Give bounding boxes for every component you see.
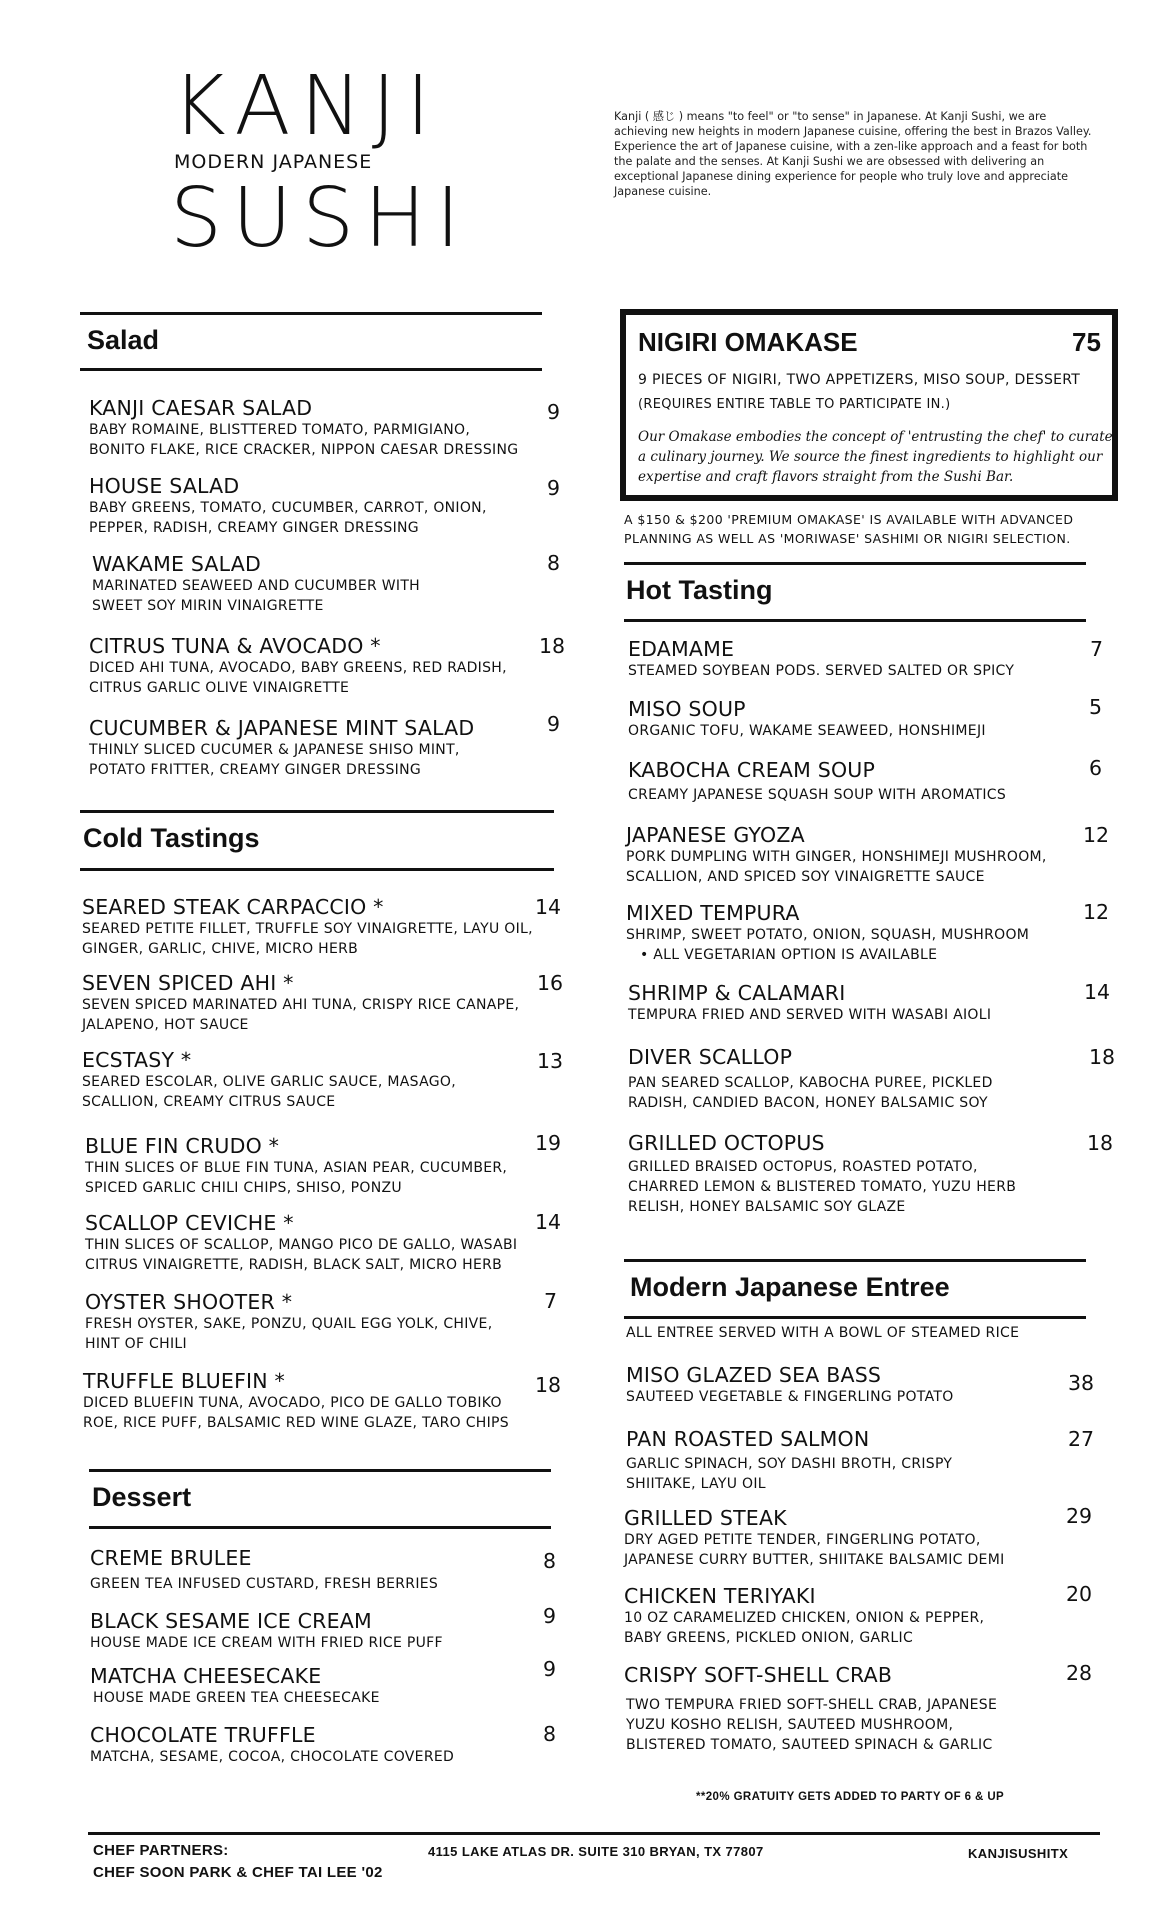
menu-item (628, 758, 1108, 805)
menu-item (626, 823, 1126, 887)
item-price: 8 (543, 1549, 557, 1573)
item-desc: RADISH, CANDIED BACON, HONEY BALSAMIC SOY (628, 1095, 988, 1111)
item-desc: JALAPENO, HOT SAUCE (82, 1017, 249, 1033)
item-price: 5 (1089, 695, 1103, 719)
address: 4115 LAKE ATLAS DR. SUITE 310 BRYAN, TX 77807 (428, 1844, 764, 1859)
menu-item (83, 1369, 583, 1433)
omakase-description-line: Our Omakase embodies the concept of 'entrusting the chef' to curate (638, 429, 1113, 445)
item-price: 18 (535, 1373, 562, 1397)
menu-item (90, 1609, 560, 1653)
item-desc: ORGANIC TOFU, WAKAME SEAWEED, HONSHIMEJI (628, 723, 986, 739)
menu-item (85, 1211, 585, 1275)
section-title-salad: Salad (87, 325, 160, 355)
logo-kanji: KANJI (172, 59, 441, 154)
divider (624, 1259, 1086, 1262)
item-name: MIXED TEMPURA (626, 901, 800, 925)
item-desc: TEMPURA FRIED AND SERVED WITH WASABI AIOLI (628, 1007, 992, 1023)
menu-item (626, 1427, 1106, 1494)
menu-item (89, 396, 561, 460)
item-desc: BABY GREENS, PICKLED ONION, GARLIC (624, 1630, 914, 1646)
menu-item (89, 474, 561, 538)
item-name: MISO SOUP (628, 697, 746, 721)
social-handle: KANJISUSHITX (968, 1846, 1069, 1861)
item-desc: PEPPER, RADISH, CREAMY GINGER DRESSING (89, 520, 419, 536)
item-name: TRUFFLE BLUEFIN * (83, 1369, 286, 1393)
item-name: DIVER SCALLOP (628, 1045, 793, 1069)
menu-item (85, 1134, 585, 1198)
item-desc: STEAMED SOYBEAN PODS. SERVED SALTED OR SPICY (628, 663, 1015, 679)
item-desc: GARLIC SPINACH, SOY DASHI BROTH, CRISPY (626, 1456, 953, 1472)
item-price: 9 (547, 476, 561, 500)
item-name: BLACK SESAME ICE CREAM (90, 1609, 372, 1633)
divider (624, 1316, 1086, 1319)
item-desc: HINT OF CHILI (85, 1336, 187, 1352)
item-name: PAN ROASTED SALMON (626, 1427, 870, 1451)
item-name: HOUSE SALAD (89, 474, 240, 498)
item-desc: THIN SLICES OF SCALLOP, MANGO PICO DE GALLO, WASABI (85, 1237, 518, 1253)
item-price: 12 (1083, 900, 1110, 924)
item-name: EDAMAME (628, 637, 735, 661)
section-title-entree: Modern Japanese Entree (630, 1272, 950, 1302)
menu-item (89, 716, 569, 780)
chef-partners-names: CHEF SOON PARK & CHEF TAI LEE '02 (93, 1864, 383, 1881)
item-price: 13 (537, 1049, 564, 1073)
item-desc: PORK DUMPLING WITH GINGER, HONSHIMEJI MUSHROOM, (626, 849, 1047, 865)
premium-note-line: PLANNING AS WELL AS 'MORIWASE' SASHIMI OR NIGIRI SELECTION. (624, 531, 1071, 546)
logo-sushi: SUSHI (170, 171, 470, 266)
item-desc: HOUSE MADE GREEN TEA CHEESECAKE (93, 1690, 380, 1706)
item-name: SHRIMP & CALAMARI (628, 981, 846, 1005)
item-name: OYSTER SHOOTER * (85, 1290, 293, 1314)
item-desc: DRY AGED PETITE TENDER, FINGERLING POTATO, (624, 1532, 981, 1548)
item-desc: SAUTEED VEGETABLE & FINGERLING POTATO (626, 1389, 954, 1405)
item-desc: DICED BLUEFIN TUNA, AVOCADO, PICO DE GALLO TOBIKO (83, 1395, 502, 1411)
omakase-includes: 9 PIECES OF NIGIRI, TWO APPETIZERS, MISO SOUP, DESSERT (638, 372, 1081, 388)
item-desc: SPICED GARLIC CHILI CHIPS, SHISO, PONZU (85, 1180, 402, 1196)
item-name: MISO GLAZED SEA BASS (626, 1363, 882, 1387)
menu-item (90, 1546, 560, 1594)
omakase-description-line: a culinary journey. We source the finest ingredients to highlight our (638, 449, 1103, 465)
item-desc: THINLY SLICED CUCUMER & JAPANESE SHISO MINT, (89, 742, 460, 758)
divider (80, 312, 542, 315)
item-desc: THIN SLICES OF BLUE FIN TUNA, ASIAN PEAR, CUCUMBER, (85, 1160, 508, 1176)
omakase-description (638, 427, 1118, 487)
item-desc: RELISH, HONEY BALSAMIC SOY GLAZE (628, 1199, 906, 1215)
item-name: MATCHA CHEESECAKE (90, 1664, 322, 1688)
item-name: CREME BRULEE (90, 1546, 252, 1570)
section-title-dessert: Dessert (92, 1482, 192, 1512)
omakase-requirement: (REQUIRES ENTIRE TABLE TO PARTICIPATE IN.) (638, 397, 951, 412)
menu-item (628, 637, 1108, 681)
item-desc: YUZU KOSHO RELISH, SAUTEED MUSHROOM, (626, 1717, 954, 1733)
omakase-title: NIGIRI OMAKASE (638, 327, 858, 357)
item-desc: • ALL VEGETARIAN OPTION IS AVAILABLE (640, 947, 938, 963)
item-name: KABOCHA CREAM SOUP (628, 758, 876, 782)
premium-note-line: A $150 & $200 'PREMIUM OMAKASE' IS AVAILABLE WITH ADVANCED (624, 512, 1074, 527)
menu-item (92, 552, 564, 616)
item-desc: 10 OZ CARAMELIZED CHICKEN, ONION & PEPPER, (624, 1610, 985, 1626)
item-desc: MARINATED SEAWEED AND CUCUMBER WITH (92, 578, 420, 594)
item-desc: PAN SEARED SCALLOP, KABOCHA PUREE, PICKLED (628, 1075, 993, 1091)
item-price: 28 (1066, 1661, 1093, 1685)
item-desc: DICED AHI TUNA, AVOCADO, BABY GREENS, RED RADISH, (89, 660, 507, 676)
item-desc: POTATO FRITTER, CREAMY GINGER DRESSING (89, 762, 421, 778)
item-name: SCALLOP CEVICHE * (85, 1211, 294, 1235)
item-price: 9 (547, 712, 561, 736)
menu-item (82, 1048, 582, 1112)
item-desc: JAPANESE CURRY BUTTER, SHIITAKE BALSAMIC DEMI (624, 1552, 1005, 1568)
section-title-hot-tasting: Hot Tasting (626, 575, 773, 605)
item-price: 7 (1090, 637, 1104, 661)
item-desc: SEARED PETITE FILLET, TRUFFLE SOY VINAIGRETTE, LAYU OIL, (82, 921, 533, 937)
menu-item (626, 901, 1126, 965)
menu-item (626, 1363, 1106, 1407)
item-desc: CHARRED LEMON & BLISTERED TOMATO, YUZU HERB (628, 1179, 1017, 1195)
menu-item (624, 1584, 1104, 1648)
omakase-price: 75 (1072, 327, 1101, 357)
item-price: 27 (1068, 1427, 1095, 1451)
item-price: 19 (535, 1131, 562, 1155)
item-price: 8 (543, 1722, 557, 1746)
footer-divider (88, 1832, 1100, 1835)
item-desc: BLISTERED TOMATO, SAUTEED SPINACH & GARLIC (626, 1737, 993, 1753)
divider (624, 619, 1086, 622)
item-price: 16 (537, 971, 564, 995)
item-desc: BABY GREENS, TOMATO, CUCUMBER, CARROT, ONION, (89, 500, 487, 516)
premium-omakase-note (624, 510, 1073, 548)
item-price: 38 (1068, 1371, 1095, 1395)
menu-item (90, 1723, 560, 1767)
divider (80, 868, 554, 871)
menu-item (89, 634, 561, 698)
item-desc: SCALLION, AND SPICED SOY VINAIGRETTE SAUCE (626, 869, 985, 885)
logo-subtitle: MODERN JAPANESE (174, 151, 373, 173)
item-desc: GINGER, GARLIC, CHIVE, MICRO HERB (82, 941, 359, 957)
item-desc: CREAMY JAPANESE SQUASH SOUP WITH AROMATICS (628, 787, 1007, 803)
menu-item (628, 697, 1108, 741)
item-price: 9 (543, 1657, 557, 1681)
menu-item (82, 895, 582, 959)
entree-note: ALL ENTREE SERVED WITH A BOWL OF STEAMED RICE (626, 1325, 1020, 1341)
item-price: 14 (1084, 980, 1111, 1004)
item-desc: BONITO FLAKE, RICE CRACKER, NIPPON CAESAR DRESSING (89, 442, 519, 458)
item-price: 7 (544, 1289, 558, 1313)
item-desc: SEVEN SPICED MARINATED AHI TUNA, CRISPY RICE CANAPE, (82, 997, 520, 1013)
omakase-box (620, 309, 1118, 501)
item-name: SEVEN SPICED AHI * (82, 971, 294, 995)
item-desc: ROE, RICE PUFF, BALSAMIC RED WINE GLAZE, TARO CHIPS (83, 1415, 509, 1431)
menu-item (628, 980, 1111, 1025)
item-price: 18 (539, 634, 566, 658)
menu-item (628, 1045, 1108, 1113)
item-desc: SCALLION, CREAMY CITRUS SAUCE (82, 1094, 336, 1110)
item-desc: FRESH OYSTER, SAKE, PONZU, QUAIL EGG YOLK, CHIVE, (85, 1316, 493, 1332)
gratuity-note: **20% GRATUITY GETS ADDED TO PARTY OF 6 & UP (696, 1791, 1005, 1803)
item-price: 9 (543, 1604, 557, 1628)
item-desc: SWEET SOY MIRIN VINAIGRETTE (92, 598, 324, 614)
item-desc: GRILLED BRAISED OCTOPUS, ROASTED POTATO, (628, 1159, 978, 1175)
menu-item (82, 971, 582, 1035)
item-price: 14 (535, 895, 562, 919)
menu-item (85, 1290, 585, 1354)
divider (89, 1526, 551, 1529)
item-desc: TWO TEMPURA FRIED SOFT-SHELL CRAB, JAPANESE (626, 1697, 998, 1713)
divider (80, 368, 542, 371)
item-name: CRISPY SOFT-SHELL CRAB (624, 1663, 893, 1687)
item-price: 18 (1087, 1131, 1114, 1155)
item-desc: SHIITAKE, LAYU OIL (626, 1476, 766, 1492)
menu-item (624, 1663, 1104, 1755)
item-desc: BABY ROMAINE, BLISTTERED TOMATO, PARMIGIANO, (89, 422, 471, 438)
item-desc: CITRUS GARLIC OLIVE VINAIGRETTE (89, 680, 350, 696)
item-name: GRILLED STEAK (624, 1506, 787, 1530)
item-desc: GREEN TEA INFUSED CUSTARD, FRESH BERRIES (90, 1576, 439, 1592)
item-desc: SEARED ESCOLAR, OLIVE GARLIC SAUCE, MASAGO, (82, 1074, 456, 1090)
menu-item (90, 1664, 560, 1708)
item-name: SEARED STEAK CARPACCIO * (82, 895, 384, 919)
item-desc: CITRUS VINAIGRETTE, RADISH, BLACK SALT, MICRO HERB (85, 1257, 503, 1273)
item-desc: MATCHA, SESAME, COCOA, CHOCOLATE COVERED (90, 1749, 455, 1765)
chef-partners-label: CHEF PARTNERS: (93, 1842, 229, 1859)
menu-item (628, 1131, 1108, 1217)
item-price: 18 (1089, 1045, 1116, 1069)
omakase-description-line: expertise and craft flavors straight from the Sushi Bar. (638, 469, 1014, 485)
item-name: BLUE FIN CRUDO * (85, 1134, 280, 1158)
divider (89, 1469, 551, 1472)
section-title-cold-tastings: Cold Tastings (83, 823, 260, 853)
menu-item (624, 1506, 1104, 1570)
item-price: 29 (1066, 1504, 1093, 1528)
item-price: 20 (1066, 1582, 1093, 1606)
item-name: ECSTASY * (82, 1048, 192, 1072)
item-price: 12 (1083, 823, 1110, 847)
item-name: CITRUS TUNA & AVOCADO * (89, 634, 381, 658)
item-price: 14 (535, 1210, 562, 1234)
item-price: 6 (1089, 756, 1103, 780)
item-name: CUCUMBER & JAPANESE MINT SALAD (89, 716, 475, 740)
item-desc: SHRIMP, SWEET POTATO, ONION, SQUASH, MUSHROOM (626, 927, 1030, 943)
item-name: GRILLED OCTOPUS (628, 1131, 825, 1155)
item-name: KANJI CAESAR SALAD (89, 396, 313, 420)
item-name: CHOCOLATE TRUFFLE (90, 1723, 316, 1747)
divider (80, 810, 554, 813)
item-price: 9 (547, 400, 561, 424)
item-name: WAKAME SALAD (92, 552, 261, 576)
item-name: CHICKEN TERIYAKI (624, 1584, 816, 1608)
item-price: 8 (547, 551, 561, 575)
item-desc: HOUSE MADE ICE CREAM WITH FRIED RICE PUFF (90, 1635, 443, 1651)
intro-paragraph: Kanji ( 感じ ) means "to feel" or "to sense" in Japanese. At Kanji Sushi, we are achieving new heights in modern Japanese cuisine, offering the best in Brazos Valley. Experience the art of Japanese cuisine, with a zen-like approach and a feast for both the palate and the senses. At Kanji Sushi we are obsessed with delivering an exceptional Japanese dining experience for people who truly love and appreciate Japanese cuisine. (614, 110, 1092, 198)
item-name: JAPANESE GYOZA (626, 823, 805, 847)
divider (624, 562, 1086, 565)
